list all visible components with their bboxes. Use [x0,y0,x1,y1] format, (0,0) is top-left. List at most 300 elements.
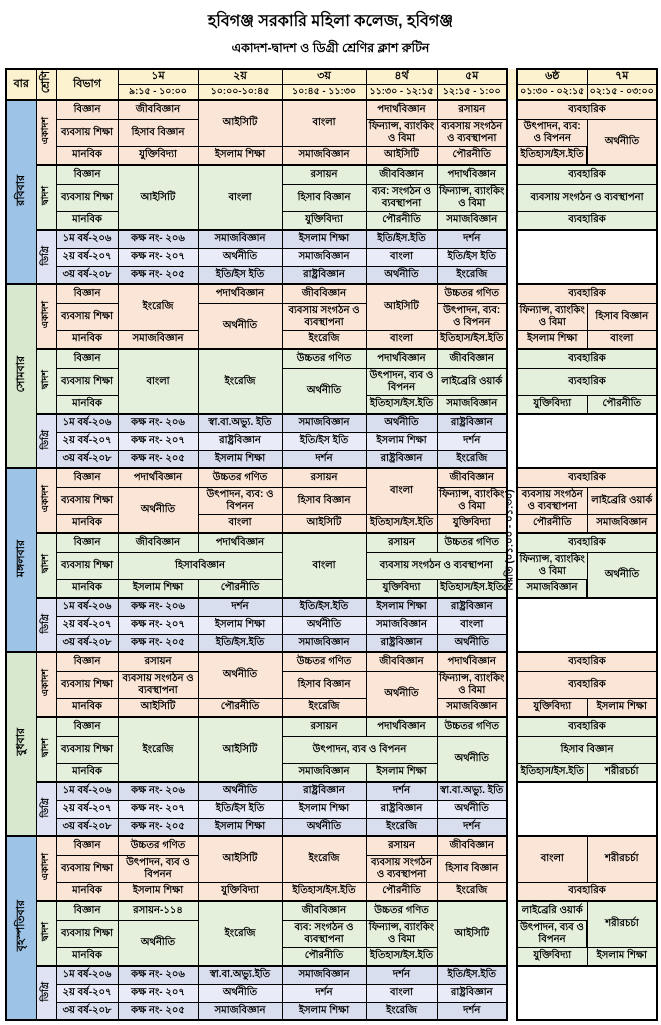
subject-cell: সমাজবিজ্ঞান [282,146,366,165]
room-cell: কক্ষ নং- ২০৫ [118,634,198,652]
dept-label: ব্যবসায় শিক্ষা [56,487,118,514]
year-label: ১ম বর্ষ-২০৬ [56,598,118,616]
subject-cell: শরীরচর্চা [587,836,657,882]
break-column-spacer [507,671,517,698]
subject-cell: পদার্থবিজ্ঞান [118,468,198,487]
dept-label: মানবিক [56,514,118,533]
subject-cell: ইতিহাস/ইস.ইতি [366,395,437,414]
subject-cell: ইতি/ইস ইতি [198,800,282,818]
routine-row [6,368,657,395]
break-column-spacer [507,349,517,368]
subject-cell: উৎপাদন, ব্যব: ও বিপনন [198,487,282,514]
subject-cell: ইংরেজি [366,818,437,836]
subject-cell: রসায়ন [437,100,507,119]
subject-cell: রসায়ন-১১৪ [118,901,198,920]
break-column-spacer [507,303,517,330]
subject-cell: অর্থনীতি [587,552,657,598]
room-cell: কক্ষ নং- ২০৫ [118,266,198,284]
break-column-spacer [507,230,517,248]
subject-cell: ইসলাম শিক্ষা [118,579,198,598]
subject-cell: অর্থনীতি [437,736,507,782]
dept-label: ব্যবসায় শিক্ষা [56,671,118,698]
subject-cell: পদার্থবিজ্ঞান [366,717,437,736]
empty-cell [517,598,657,652]
break-column-spacer [507,248,517,266]
subject-cell: ইতি/ইস ইতি [198,266,282,284]
subject-cell: আইসিটি [198,836,282,882]
subject-cell: ইসলাম শিক্ষা [366,598,437,616]
routine-row [6,966,657,984]
subject-cell: স্বা.বা.অভ্যু. ইতি [198,414,282,432]
subject-cell: ফিন্যান্স, ব্যাংকিং ও বিমা [517,303,587,330]
routine-row [6,671,657,698]
subject-cell: দর্শন [366,966,437,984]
subject-cell: দর্শন [198,598,282,616]
day-label: বৃহস্পতিবার [6,836,36,1020]
break-column-spacer [507,211,517,230]
period-header-2: ২য় [198,69,282,84]
day-label: সোমবার [6,284,36,468]
subject-cell: ইতি/ইস.ইতি [198,634,282,652]
subject-cell: পৌরনীতি [366,882,437,901]
subject-cell: উচ্চতর গণিত [118,836,198,855]
subject-cell: পৌরনীতি [198,579,282,598]
subject-cell: যুক্তিবিদ্যা [282,211,366,230]
break-column-spacer [507,100,517,119]
routine-row [6,736,657,763]
break-column-spacer [507,800,517,818]
class-group-label: দ্বাদশ [36,533,56,598]
break-label: বিরতি (০১:০০ - ০১:৩০) [504,489,516,591]
break-column-spacer [507,652,517,671]
subject-cell: ব্যব: সংগঠন ও ব্যবস্থাপনা [366,184,437,211]
subject-cell: সমাজবিজ্ঞান [282,966,366,984]
subject-cell: পদার্থবিজ্ঞান [437,652,507,671]
routine-row [6,330,657,349]
subject-cell: ইতিহাস/ইস.ইতি [366,947,437,966]
routine-row [6,901,657,920]
subject-cell: ইসলাম শিক্ষা [282,1002,366,1020]
subject-cell: ফিন্যান্স, ব্যাংকিং ও বিমা [437,487,507,514]
subject-cell: হিসাব বিজ্ঞান [517,736,657,763]
period-header-7: ৭ম [587,69,657,84]
routine-row [6,717,657,736]
dept-label: মানবিক [56,395,118,414]
break-column-spacer [507,698,517,717]
break-column-spacer [507,818,517,836]
subject-cell: আইসিটি [282,514,366,533]
subject-cell: সমাজবিজ্ঞান [198,230,282,248]
subject-cell: ইংরেজি [282,698,366,717]
dept-label: মানবিক [56,330,118,349]
break-column-spacer [507,882,517,901]
subject-cell: দর্শন [437,432,507,450]
break-column-spacer [507,598,517,616]
subject-cell: ব্যবহারিক [517,349,657,368]
subject-cell: ইতি/ইস.ইতি [437,966,507,984]
subject-cell: ব্যবসায় সংগঠন ও ব্যবস্থাপনা [118,671,198,698]
subject-cell: লাইব্রেরি ওয়ার্ক [517,901,587,920]
period-time-2: ১০:০০-১০:৪৫ [198,84,282,100]
subject-cell: ব্যবসায় সংগঠন ও ব্যবস্থাপনা [366,552,507,579]
dept-label: মানবিক [56,947,118,966]
dept-label: মানবিক [56,211,118,230]
subject-cell: উচ্চতর গণিত [198,468,282,487]
subject-cell: রসায়ন [282,165,366,184]
subject-cell: সমাজবিজ্ঞান [198,1002,282,1020]
subject-cell: হিসাব বিজ্ঞান [118,119,198,146]
subject-cell: অর্থনীতি [198,782,282,800]
subject-cell: জীববিজ্ঞান [118,100,198,119]
subject-cell: সমাজবিজ্ঞান [366,616,437,634]
room-cell: কক্ষ নং- ২০৬ [118,230,198,248]
subject-cell: অর্থনীতি [198,248,282,266]
routine-row [6,698,657,717]
break-column-spacer [507,69,517,100]
subject-cell: সমাজবিজ্ঞান [282,763,366,782]
subject-cell: রাষ্ট্রবিজ্ঞান [437,598,507,616]
year-label: ২য় বর্ষ-২০৭ [56,984,118,1002]
subject-cell: ব্যবহারিক [517,100,657,119]
day-label: বুধবার [6,652,36,836]
class-group-label: একাদশ [36,652,56,717]
subject-cell: ইংরেজি [437,450,507,468]
break-column-spacer [507,855,517,882]
subject-cell: পদার্থবিজ্ঞান [366,100,437,119]
room-cell: কক্ষ নং- ২০৬ [118,966,198,984]
routine-row [6,211,657,230]
room-cell: কক্ষ নং- ২০৭ [118,616,198,634]
day-column-header: বার [6,69,36,100]
subject-cell: দর্শন [366,782,437,800]
subject-cell: জীববিজ্ঞান [366,652,437,671]
subject-cell: বাংলা [366,330,437,349]
break-column-spacer [507,1002,517,1020]
period-time-4: ১১:৩০ - ১২:১৫ [366,84,437,100]
subject-cell: ইসলাম শিক্ষা [198,146,282,165]
page-subtitle: একাদশ-দ্বাদশ ও ডিগ্রী শ্রেণির ক্লাশ রুটিন [231,41,430,55]
subject-cell: রাষ্ট্রবিজ্ঞান [437,414,507,432]
day-label: রবিবার [6,100,36,284]
subject-cell: ইসলাম শিক্ষা [366,432,437,450]
period-header-6: ৬ষ্ঠ [517,69,587,84]
class-group-label: দ্বাদশ [36,717,56,782]
year-label: ১ম বর্ষ-২০৬ [56,230,118,248]
subject-cell: ইতি/ইস ইতি [437,248,507,266]
break-column-spacer [507,284,517,303]
routine-row [6,836,657,855]
subject-cell: দর্শন [282,450,366,468]
routine-row [6,782,657,800]
subject-cell: ব্যবহারিক [517,533,657,552]
break-column-spacer [507,146,517,165]
break-column-spacer [507,947,517,966]
routine-row [6,303,657,330]
subject-cell: পদার্থবিজ্ঞান [198,533,282,552]
subject-cell: ফিন্যান্স, ব্যাংকিং ও বিমা [366,119,437,146]
subject-cell: লাইব্রেরি ওয়ার্ক [587,487,657,514]
year-label: ১ম বর্ষ-২০৬ [56,414,118,432]
dept-label: ব্যবসায় শিক্ষা [56,184,118,211]
subject-cell: পৌরনীতি [437,146,507,165]
subject-cell: সমাজবিজ্ঞান [282,634,366,652]
subject-cell: ব্যব: সংগঠন ও ব্যবস্থাপনা [282,920,366,947]
subject-cell: সমাজবিজ্ঞান [517,579,587,598]
year-label: ২য় বর্ষ-২০৭ [56,432,118,450]
subject-cell: যুক্তিবিদ্যা [517,947,587,966]
subject-cell: বাংলা [587,330,657,349]
subject-cell: ব্যবসায় সংগঠন ও ব্যবস্থাপনা [517,487,587,514]
room-cell: কক্ষ নং- ২০৭ [118,248,198,266]
subject-cell: ব্যবহারিক [517,368,657,395]
subject-cell: লাইব্রেরি ওয়ার্ক [437,368,507,395]
subject-cell: ফিন্যান্স, ব্যাংকিং ও বিমা [437,184,507,211]
year-label: ৩য় বর্ষ-২০৮ [56,634,118,652]
dept-label: বিজ্ঞান [56,533,118,552]
break-column-spacer [507,450,517,468]
subject-cell: উৎপাদন, ব্যব ও বিপনন [282,736,437,763]
subject-cell: জীববিজ্ঞান [437,349,507,368]
subject-cell: ইতিহাস/ইস.ইতি [517,763,587,782]
break-column-spacer [507,736,517,763]
room-cell: কক্ষ নং- ২০৬ [118,782,198,800]
subject-cell: ফিন্যান্স, ব্যাংকিং ও বিমা [366,920,437,947]
routine-row [6,146,657,165]
subject-cell: অর্থনীতি [366,414,437,432]
break-column-spacer [507,414,517,432]
subject-cell: যুক্তিবিদ্যা [437,514,507,533]
dept-label: মানবিক [56,763,118,782]
room-cell: কক্ষ নং- ২০৬ [118,598,198,616]
break-column-spacer [507,763,517,782]
subject-cell: যুক্তিবিদ্যা [198,882,282,901]
subject-cell: ইসলাম শিক্ষা [198,818,282,836]
subject-cell: শরীরচর্চা [587,901,657,947]
break-column-spacer [507,634,517,652]
subject-cell: দর্শন [282,984,366,1002]
subject-cell: ইতিহাস/ইস.ইতি [437,579,507,598]
routine-row [6,230,657,248]
subject-cell: ব্যবসায় সংগঠন ও ব্যবস্থাপনা [517,184,657,211]
empty-cell [517,230,657,284]
break-column-spacer [507,616,517,634]
dept-label: মানবিক [56,579,118,598]
dept-label: বিজ্ঞান [56,349,118,368]
class-group-label: দ্বাদশ [36,901,56,966]
subject-cell: রাষ্ট্রবিজ্ঞান [437,984,507,1002]
subject-cell: ইংরেজি [118,717,198,782]
break-column-spacer [507,432,517,450]
subject-cell: ব্যবহারিক [517,671,657,698]
subject-cell: আইসিটি [437,901,507,966]
subject-cell: ইতি/ইস.ইতি [282,598,366,616]
year-label: ৩য় বর্ষ-২০৮ [56,266,118,284]
subject-cell: অর্থনীতি [587,119,657,165]
class-group-label: একাদশ [36,284,56,349]
dept-label: বিজ্ঞান [56,468,118,487]
year-label: ৩য় বর্ষ-২০৮ [56,818,118,836]
subject-cell: দর্শন [437,1002,507,1020]
subject-cell: হিসাব বিজ্ঞান [587,303,657,330]
subject-cell: অর্থনীতি [282,818,366,836]
subject-cell: স্বা.বা.অভ্যু. ইতি [437,782,507,800]
dept-label: বিজ্ঞান [56,836,118,855]
subject-cell: অর্থনীতি [282,368,366,414]
subject-cell: অর্থনীতি [282,616,366,634]
dept-label: মানবিক [56,146,118,165]
room-cell: কক্ষ নং- ২০৫ [118,450,198,468]
subject-cell: হিসাব বিজ্ঞান [282,487,366,514]
subject-cell: উচ্চতর গণিত [282,349,366,368]
break-column-spacer [507,395,517,414]
subject-cell: ইসলাম শিক্ষা [366,763,437,782]
break-column-spacer [507,920,517,947]
subject-cell: রসায়ন [366,836,437,855]
break-column-spacer [507,184,517,211]
class-group-label: ডিগ্রি [36,414,56,468]
subject-cell: ইতিহাস/ইস.ইতি [517,146,587,165]
subject-cell: পৌরনীতি [198,698,282,717]
break-column-spacer [507,368,517,395]
subject-cell: রসায়ন [282,468,366,487]
break-column-spacer [507,330,517,349]
class-group-label: একাদশ [36,836,56,901]
subject-cell: ইংরেজি [118,284,198,330]
break-column-spacer [507,119,517,146]
subject-cell: উচ্চতর গণিত [437,284,507,303]
subject-cell: অর্থনীতি [198,652,282,698]
empty-cell [517,782,657,836]
year-label: ৩য় বর্ষ-২০৮ [56,450,118,468]
period-time-3: ১০:৪৫ - ১১:৩০ [282,84,366,100]
subject-cell: যুক্তিবিদ্যা [118,146,198,165]
subject-cell: উৎপাদন, ব্যব ও বিপনন [366,368,437,395]
empty-cell [517,414,657,468]
subject-cell: ব্যবসায় সংগঠন ও ব্যবস্থাপনা [366,855,437,882]
break-column-spacer [507,717,517,736]
year-label: ২য় বর্ষ-২০৭ [56,616,118,634]
routine-row [6,920,657,947]
subject-cell: পৌরনীতি [517,514,587,533]
period-header-1: ১ম [118,69,198,84]
subject-cell: ইতি/ইস.ইতি [366,230,437,248]
subject-cell: রাষ্ট্রবিজ্ঞান [198,432,282,450]
subject-cell: উৎপাদন, ব্যব: ও বিপনন [437,303,507,330]
break-column-spacer [507,165,517,184]
routine-row [6,652,657,671]
subject-cell: আইসিটি [198,717,282,782]
subject-cell: রসায়ন [366,533,437,552]
subject-cell: ইসলাম শিক্ষা [282,230,366,248]
routine-table [5,68,658,1021]
subject-cell: উচ্চতর গণিত [366,901,437,920]
subject-cell: বাংলা [437,616,507,634]
subject-cell: আইসিটি [366,284,437,330]
routine-row [6,487,657,514]
subject-cell: বাংলা [282,533,366,598]
subject-cell: দর্শন [437,818,507,836]
subject-cell: জীববিজ্ঞান [437,468,507,487]
dept-label: ব্যবসায় শিক্ষা [56,552,118,579]
break-column-spacer [507,966,517,984]
subject-cell: ব্যবহারিক [517,165,657,184]
subject-cell: অর্থনীতি [118,920,198,966]
subject-cell: ইসলাম শিক্ষা [587,698,657,717]
routine-row [6,468,657,487]
subject-cell: সমাজবিজ্ঞান [437,698,507,717]
class-column-label: শ্রেণি [39,71,52,94]
subject-cell: উচ্চতর গণিত [282,652,366,671]
subject-cell: অর্থনীতি [366,266,437,284]
subject-cell: রাষ্ট্রবিজ্ঞান [366,800,437,818]
subject-cell: ইসলাম শিক্ষা [282,800,366,818]
subject-cell: ইংরেজি [282,836,366,882]
subject-cell: যুক্তিবিদ্যা [366,579,437,598]
subject-cell: সমাজবিজ্ঞান [282,248,366,266]
room-cell: কক্ষ নং- ২০৫ [118,1002,198,1020]
subject-cell: বাংলা [198,165,282,230]
subject-cell: রসায়ন [118,652,198,671]
subject-cell: উচ্চতর গণিত [437,717,507,736]
header-row-periods [6,69,657,84]
subject-cell: ব্যবহারিক [517,652,657,671]
subject-cell: জীববিজ্ঞান [437,836,507,855]
routine-row [6,100,657,119]
subject-cell: ফিন্যান্স, ব্যাংকিং ও বিমা [437,671,507,698]
subject-cell: ইতি/ইস ইতি [282,432,366,450]
subject-cell: রাষ্ট্রবিজ্ঞান [282,782,366,800]
class-group-label: একাদশ [36,100,56,165]
class-group-label: একাদশ [36,468,56,533]
subject-cell: আইসিটি [198,100,282,146]
subject-cell: ব্যবসায় সংগঠন ও ব্যবস্থাপনা [437,119,507,146]
subject-cell: আইসিটি [118,165,198,230]
room-cell: কক্ষ নং- ২০৭ [118,432,198,450]
subject-cell: সমাজবিজ্ঞান [118,330,198,349]
subject-cell: ইসলাম শিক্ষা [587,947,657,966]
subject-cell: আইসিটি [366,146,437,165]
subject-cell: অর্থনীতি [437,634,507,652]
routine-row [6,349,657,368]
period-time-6: ০১:৩০ - ০২:১৫ [517,84,587,100]
dept-label: বিজ্ঞান [56,652,118,671]
class-group-label: ডিগ্রি [36,782,56,836]
routine-row [6,882,657,901]
subject-cell: হিসাব বিজ্ঞান [282,671,366,698]
subject-cell: অর্থনীতি [437,800,507,818]
subject-cell: রাষ্ট্রবিজ্ঞান [366,634,437,652]
routine-row [6,763,657,782]
dept-label: মানবিক [56,882,118,901]
year-label: ৩য় বর্ষ-২০৮ [56,1002,118,1020]
subject-cell: ইতিহাস/ইস.ইতি [282,882,366,901]
subject-cell: ইংরেজি [282,330,366,349]
year-label: ২য় বর্ষ-২০৭ [56,800,118,818]
dept-label: ব্যবসায় শিক্ষা [56,119,118,146]
routine-row [6,414,657,432]
subject-cell: সমাজবিজ্ঞান [437,395,507,414]
period-time-7: ০২:১৫ - ০৩:০০ [587,84,657,100]
subject-cell: হিসাব বিজ্ঞান [437,855,507,882]
subject-cell: ব্যবহারিক [517,211,657,230]
subject-cell: সমাজবিজ্ঞান [587,514,657,533]
routine-row [6,184,657,211]
subject-cell: হিসাববিজ্ঞান [118,552,282,579]
subject-cell: বাংলা [282,100,366,146]
routine-row [6,514,657,533]
subject-cell: ফিন্যান্স, ব্যাংকিং ও বিমা [517,552,587,579]
subject-cell: পৌরনীতি [587,395,657,414]
